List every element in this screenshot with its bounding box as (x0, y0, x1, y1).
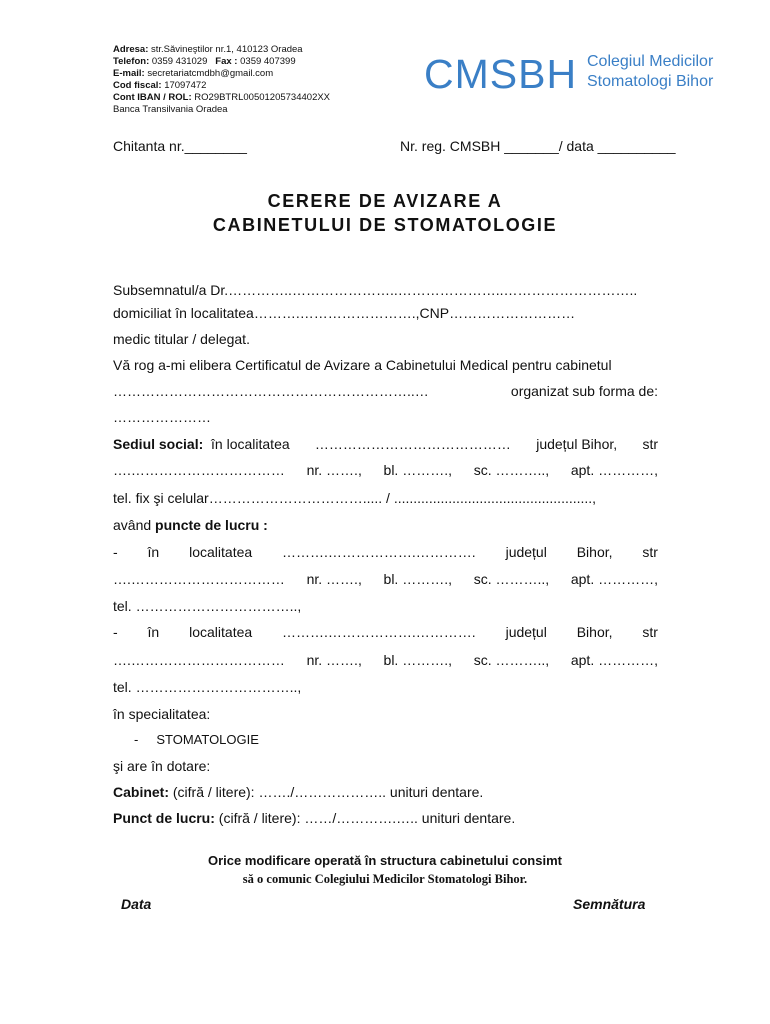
sc-field: sc. ……….., (473, 652, 550, 668)
punct2-row (113, 624, 658, 640)
puncte-lucru-label: puncte de lucru : (155, 517, 268, 533)
fiscal-label: Cod fiscal: (113, 80, 162, 91)
email-value: secretariatcmdbh@gmail.com (144, 68, 274, 79)
fiscal-line (113, 80, 330, 92)
apt-field: apt. …………, (570, 652, 658, 668)
punct2-dash: - (113, 624, 118, 640)
punct1-in: în (147, 544, 160, 560)
fiscal-value: 17097472 (161, 80, 207, 91)
reg-line: Nr. reg. CMSBH _______/ data __________ (400, 138, 676, 154)
bl-field: bl. ………., (383, 462, 452, 478)
punct1-address-row (113, 571, 658, 587)
iban-label: Cont IBAN / ROL: (113, 92, 192, 103)
phone-label: Telefon: (113, 56, 150, 67)
sediu-row (113, 436, 658, 452)
sc-field: sc. ……….., (473, 571, 550, 587)
cabinet-name-row (113, 383, 658, 399)
contact-block (113, 44, 330, 116)
address-label: Adresa: (113, 44, 149, 55)
nr-field: nr. ……., (306, 462, 362, 478)
va-rog-line: Vă rog a-mi elibera Certificatul de Avizare a Cabinetului Medical pentru cabinetul (113, 357, 612, 373)
punct2-in: în (147, 624, 160, 640)
apt-field: apt. …………, (570, 571, 658, 587)
sediu-start (113, 436, 290, 452)
sediu-str: str (642, 436, 658, 452)
punct2-tel: tel. …………………………….., (113, 679, 302, 695)
iban-value: RO29BTRL00501205734402XX (191, 92, 331, 103)
punct1-judetul: județul (505, 544, 547, 560)
subsemnatul-line: Subsemnatul/a Dr.…………..…………………..…………………..……………………….. (113, 282, 638, 298)
logo-name (587, 52, 713, 92)
sediu-dots: …………………………………… (314, 436, 511, 452)
punct1-bihor: Bihor, (576, 544, 613, 560)
cabinet-label: Cabinet: (113, 784, 169, 800)
address-value: str.Săvineştilor nr.1, 410123 Oradea (148, 44, 303, 55)
phone-value: 0359 431029 (149, 56, 208, 67)
organizat-label: organizat sub forma de: (510, 383, 658, 399)
punct1-localitatea: localitatea (189, 544, 253, 560)
address-line (113, 44, 330, 56)
email-line (113, 68, 330, 80)
sediu-judet: județul Bihor, (536, 436, 618, 452)
stomatologie-item (134, 732, 259, 747)
apt-field: apt. …………, (570, 462, 658, 478)
punct1-dash: - (113, 544, 118, 560)
specialitatea-line: în specialitatea: (113, 706, 211, 722)
street-dots: ….…………………………… (113, 462, 285, 478)
dotare-line: şi are în dotare: (113, 758, 211, 774)
data-label: Data (121, 896, 152, 912)
street-dots: ….…………………………… (113, 652, 285, 668)
fax-value: 0359 407399 (237, 56, 296, 67)
phone-line (113, 56, 330, 68)
sediu-localitatea: în localitatea (211, 436, 290, 452)
sediu-label: Sediul social: (113, 436, 204, 452)
punct1-row (113, 544, 658, 560)
punct-lucru-units: (cifră / litere): ……/………….….. unituri dentare. (214, 810, 516, 826)
medic-line: medic titular / delegat. (113, 331, 250, 347)
title-line1: CERERE DE AVIZARE A (267, 191, 503, 211)
fax-label: Fax : (215, 56, 238, 67)
notice-line2: să o comunic Colegiului Medicilor Stomatologi Bihor. (242, 872, 528, 886)
stomatologie-text: STOMATOLOGIE (156, 732, 259, 747)
email-label: E-mail: (113, 68, 145, 79)
logo-acronym: CMSBH (424, 52, 578, 96)
punct1-dots: ……….……………….…………. (282, 544, 476, 560)
punct2-str: str (642, 624, 658, 640)
chitanta-line: Chitanta nr.________ (113, 138, 247, 154)
cabinet-name-dots: ………………………………………………………..… (113, 383, 429, 399)
cabinet-units: (cifră / litere): ……./……………….. unituri dentare. (169, 784, 484, 800)
semnatura-label: Semnătura (573, 896, 646, 912)
punct1-tel: tel. …………………………….., (113, 598, 302, 614)
punct-lucru-units-label: Punct de lucru: (113, 810, 215, 826)
domiciliat-line: domiciliat în localitatea……….…………………….,CNP……………………… (113, 305, 576, 321)
puncte-lucru-heading (113, 517, 268, 533)
punct-units-line (113, 810, 515, 826)
forma-dots: ………………… (113, 409, 211, 425)
street-dots: ….…………………………… (113, 571, 285, 587)
avand-text: având (113, 517, 152, 533)
punct1-str: str (642, 544, 658, 560)
punct2-address-row (113, 652, 658, 668)
tel-fix-line: tel. fix şi celular……………………………..... / ..................................................., (113, 490, 597, 506)
logo-name-line1: Colegiul Medicilor (587, 53, 714, 70)
nr-field: nr. ……., (306, 652, 362, 668)
punct2-dots: ……….……………….…………. (282, 624, 476, 640)
logo-name-line2: Stomatologi Bihor (587, 73, 714, 90)
punct2-localitatea: localitatea (189, 624, 253, 640)
cabinet-units-line (113, 784, 483, 800)
title-line2: CABINETULUI DE STOMATOLOGIE (212, 215, 558, 235)
punct2-judetul: județul (505, 624, 547, 640)
bl-field: bl. ………., (383, 652, 452, 668)
stomatologie-dash: - (134, 732, 139, 747)
iban-line (113, 92, 330, 104)
cmsbh-logo (424, 52, 724, 96)
nr-field: nr. ……., (306, 571, 362, 587)
punct2-bihor: Bihor, (576, 624, 613, 640)
sediu-address-row (113, 462, 658, 478)
sc-field: sc. ……….., (473, 462, 550, 478)
bl-field: bl. ………., (383, 571, 452, 587)
cmsbh-wordmark (424, 52, 586, 96)
bank-line: Banca Transilvania Oradea (113, 104, 228, 115)
notice-line1: Orice modificare operată în structura cabinetului consimt (208, 853, 562, 868)
